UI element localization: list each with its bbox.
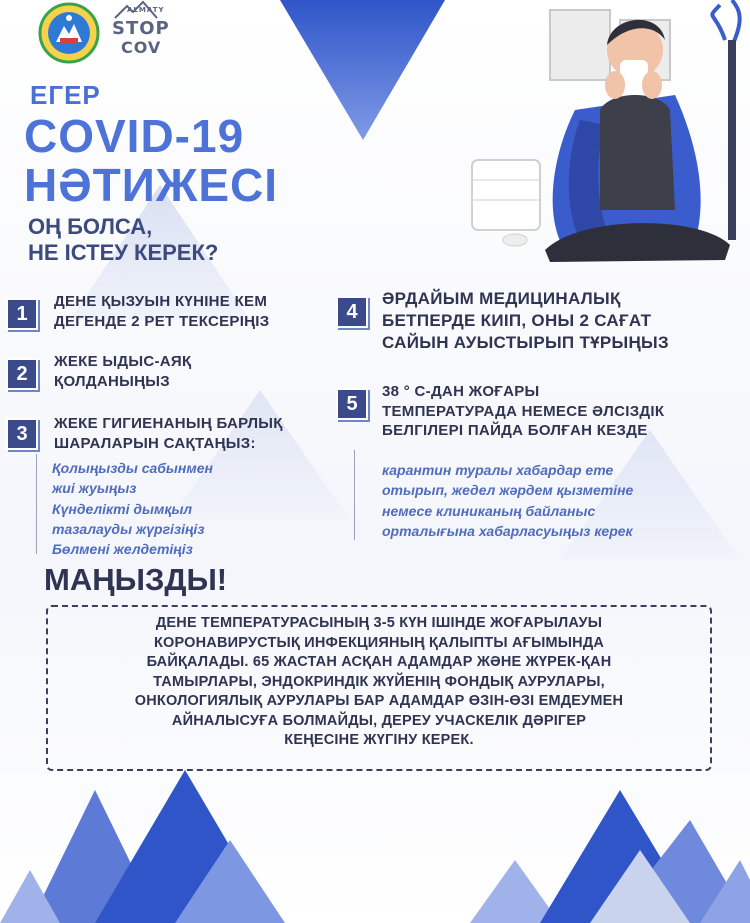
- hygiene-note: жиі жуыңыз: [52, 480, 137, 497]
- header-positive: ОҢ БОЛСА,: [28, 214, 153, 239]
- top-triangle: [280, 0, 445, 140]
- step-number-1: 1: [6, 298, 38, 330]
- step-number-4: 4: [336, 296, 368, 328]
- hygiene-notes: [52, 458, 213, 559]
- step-4-text: [382, 288, 669, 354]
- step-number-2: 2: [6, 358, 38, 390]
- important-line: ОНКОЛОГИЯЛЫҚ АУРУЛАРЫ БАР АДАМДАР ӨЗІН-ӨЗІ ЕМДЕУМЕН: [134, 693, 624, 710]
- important-line: КЕҢЕСІНЕ ЖҮГІНУ КЕРЕК.: [284, 732, 474, 749]
- step5-note: орталығына хабарласуыңыз керек: [382, 522, 633, 539]
- step-3-line: ЖЕКЕ ГИГИЕНАНЫҢ БАРЛЫҚ: [54, 415, 283, 432]
- step-4-line: САЙЫН АУЫСТЫРЫП ТҰРЫҢЫЗ: [382, 333, 669, 353]
- step5-note: отырып, жедел жәрдем қызметіне: [382, 482, 634, 499]
- important-line: БАЙҚАЛАДЫ. 65 ЖАСТАН АСҚАН АДАМДАР ЖӘНЕ ЖҮРЕК-ҚАН: [146, 654, 612, 671]
- step-5-line: 38 ° С-ДАН ЖОҒАРЫ: [382, 383, 540, 400]
- step-5-text: [382, 382, 664, 441]
- step-2-line: ҚОЛДАНЫҢЫЗ: [54, 372, 170, 390]
- step-2-line: ЖЕКЕ ЫДЫС-АЯҚ: [54, 353, 192, 370]
- sick-person-illustration: [470, 0, 750, 290]
- step-1-text: [54, 292, 269, 331]
- divider-line: [36, 454, 37, 554]
- header-covid: COVID-19: [24, 110, 245, 162]
- important-line: КОРОНАВИРУСТЫҚ ИНФЕКЦИЯНЫҢ ҚАЛЫПТЫ АҒЫМЫНДА: [153, 634, 605, 651]
- step-3-text: [54, 414, 283, 453]
- step-2-text: [54, 352, 191, 391]
- hygiene-note: Қолыңызды сабынмен: [52, 460, 213, 476]
- stopcov-main-label: STOP: [112, 18, 170, 39]
- hygiene-note: тазалауды жүргізіңіз: [52, 520, 205, 537]
- header-if: ЕГЕР: [30, 80, 101, 110]
- header-result: НӘТИЖЕСІ: [24, 159, 279, 211]
- almaty-emblem-logo: [38, 2, 100, 64]
- divider-line: [354, 450, 355, 540]
- step5-note: карантин туралы хабардар ете: [382, 462, 614, 478]
- important-title: МАҢЫЗДЫ!: [44, 562, 228, 597]
- stopcov-top-label: ALMATY: [127, 6, 165, 14]
- important-text: [64, 614, 694, 751]
- important-line: ТАМЫРЛАРЫ, ЭНДОКРИНДІК ЖҮЙЕНІҢ ФОНДЫҚ АУРУЛАРЫ,: [153, 673, 605, 690]
- step5-note: немесе клиниканың байланыс: [382, 502, 596, 519]
- mountain-icon: [113, 0, 173, 20]
- important-line: АЙНАЛЫСУҒА БОЛМАЙДЫ, ДЕРЕУ УЧАСКЕЛІК ДӘРІГЕР: [171, 712, 587, 729]
- hygiene-note: Күнделікті дымқыл: [52, 500, 193, 517]
- step-4-line: ӘРДАЙЫМ МЕДИЦИНАЛЫҚ: [382, 289, 621, 308]
- step-number-5: 5: [336, 388, 368, 420]
- hygiene-note: Бөлмені желдетіңіз: [52, 541, 193, 558]
- header-what-to-do: НЕ ІСТЕУ КЕРЕК?: [28, 240, 219, 265]
- important-line: ДЕНЕ ТЕМПЕРАТУРАСЫНЫҢ 3-5 КҮН ІШІНДЕ ЖОҒАРЫЛАУЫ: [155, 615, 603, 631]
- step-4-line: БЕТПЕРДЕ КИІП, ОНЫ 2 САҒАТ: [382, 311, 652, 331]
- step-3-line: ШАРАЛАРЫН САҚТАҢЫЗ:: [54, 434, 256, 452]
- stopcov-sub-label: COV: [121, 38, 162, 57]
- step-5-line: ТЕМПЕРАТУРАДА НЕМЕСЕ ӘЛСІЗДІК: [382, 402, 665, 420]
- step-1-line: ДЕНЕ ҚЫЗУЫН КҮНІНЕ КЕМ: [54, 293, 268, 310]
- step-1-line: ДЕГЕНДЕ 2 РЕТ ТЕКСЕРІҢІЗ: [54, 312, 270, 330]
- step5-notes: [382, 460, 633, 541]
- step-5-line: БЕЛГІЛЕРІ ПАЙДА БОЛҒАН КЕЗДЕ: [382, 422, 648, 439]
- step-number-3: 3: [6, 418, 38, 450]
